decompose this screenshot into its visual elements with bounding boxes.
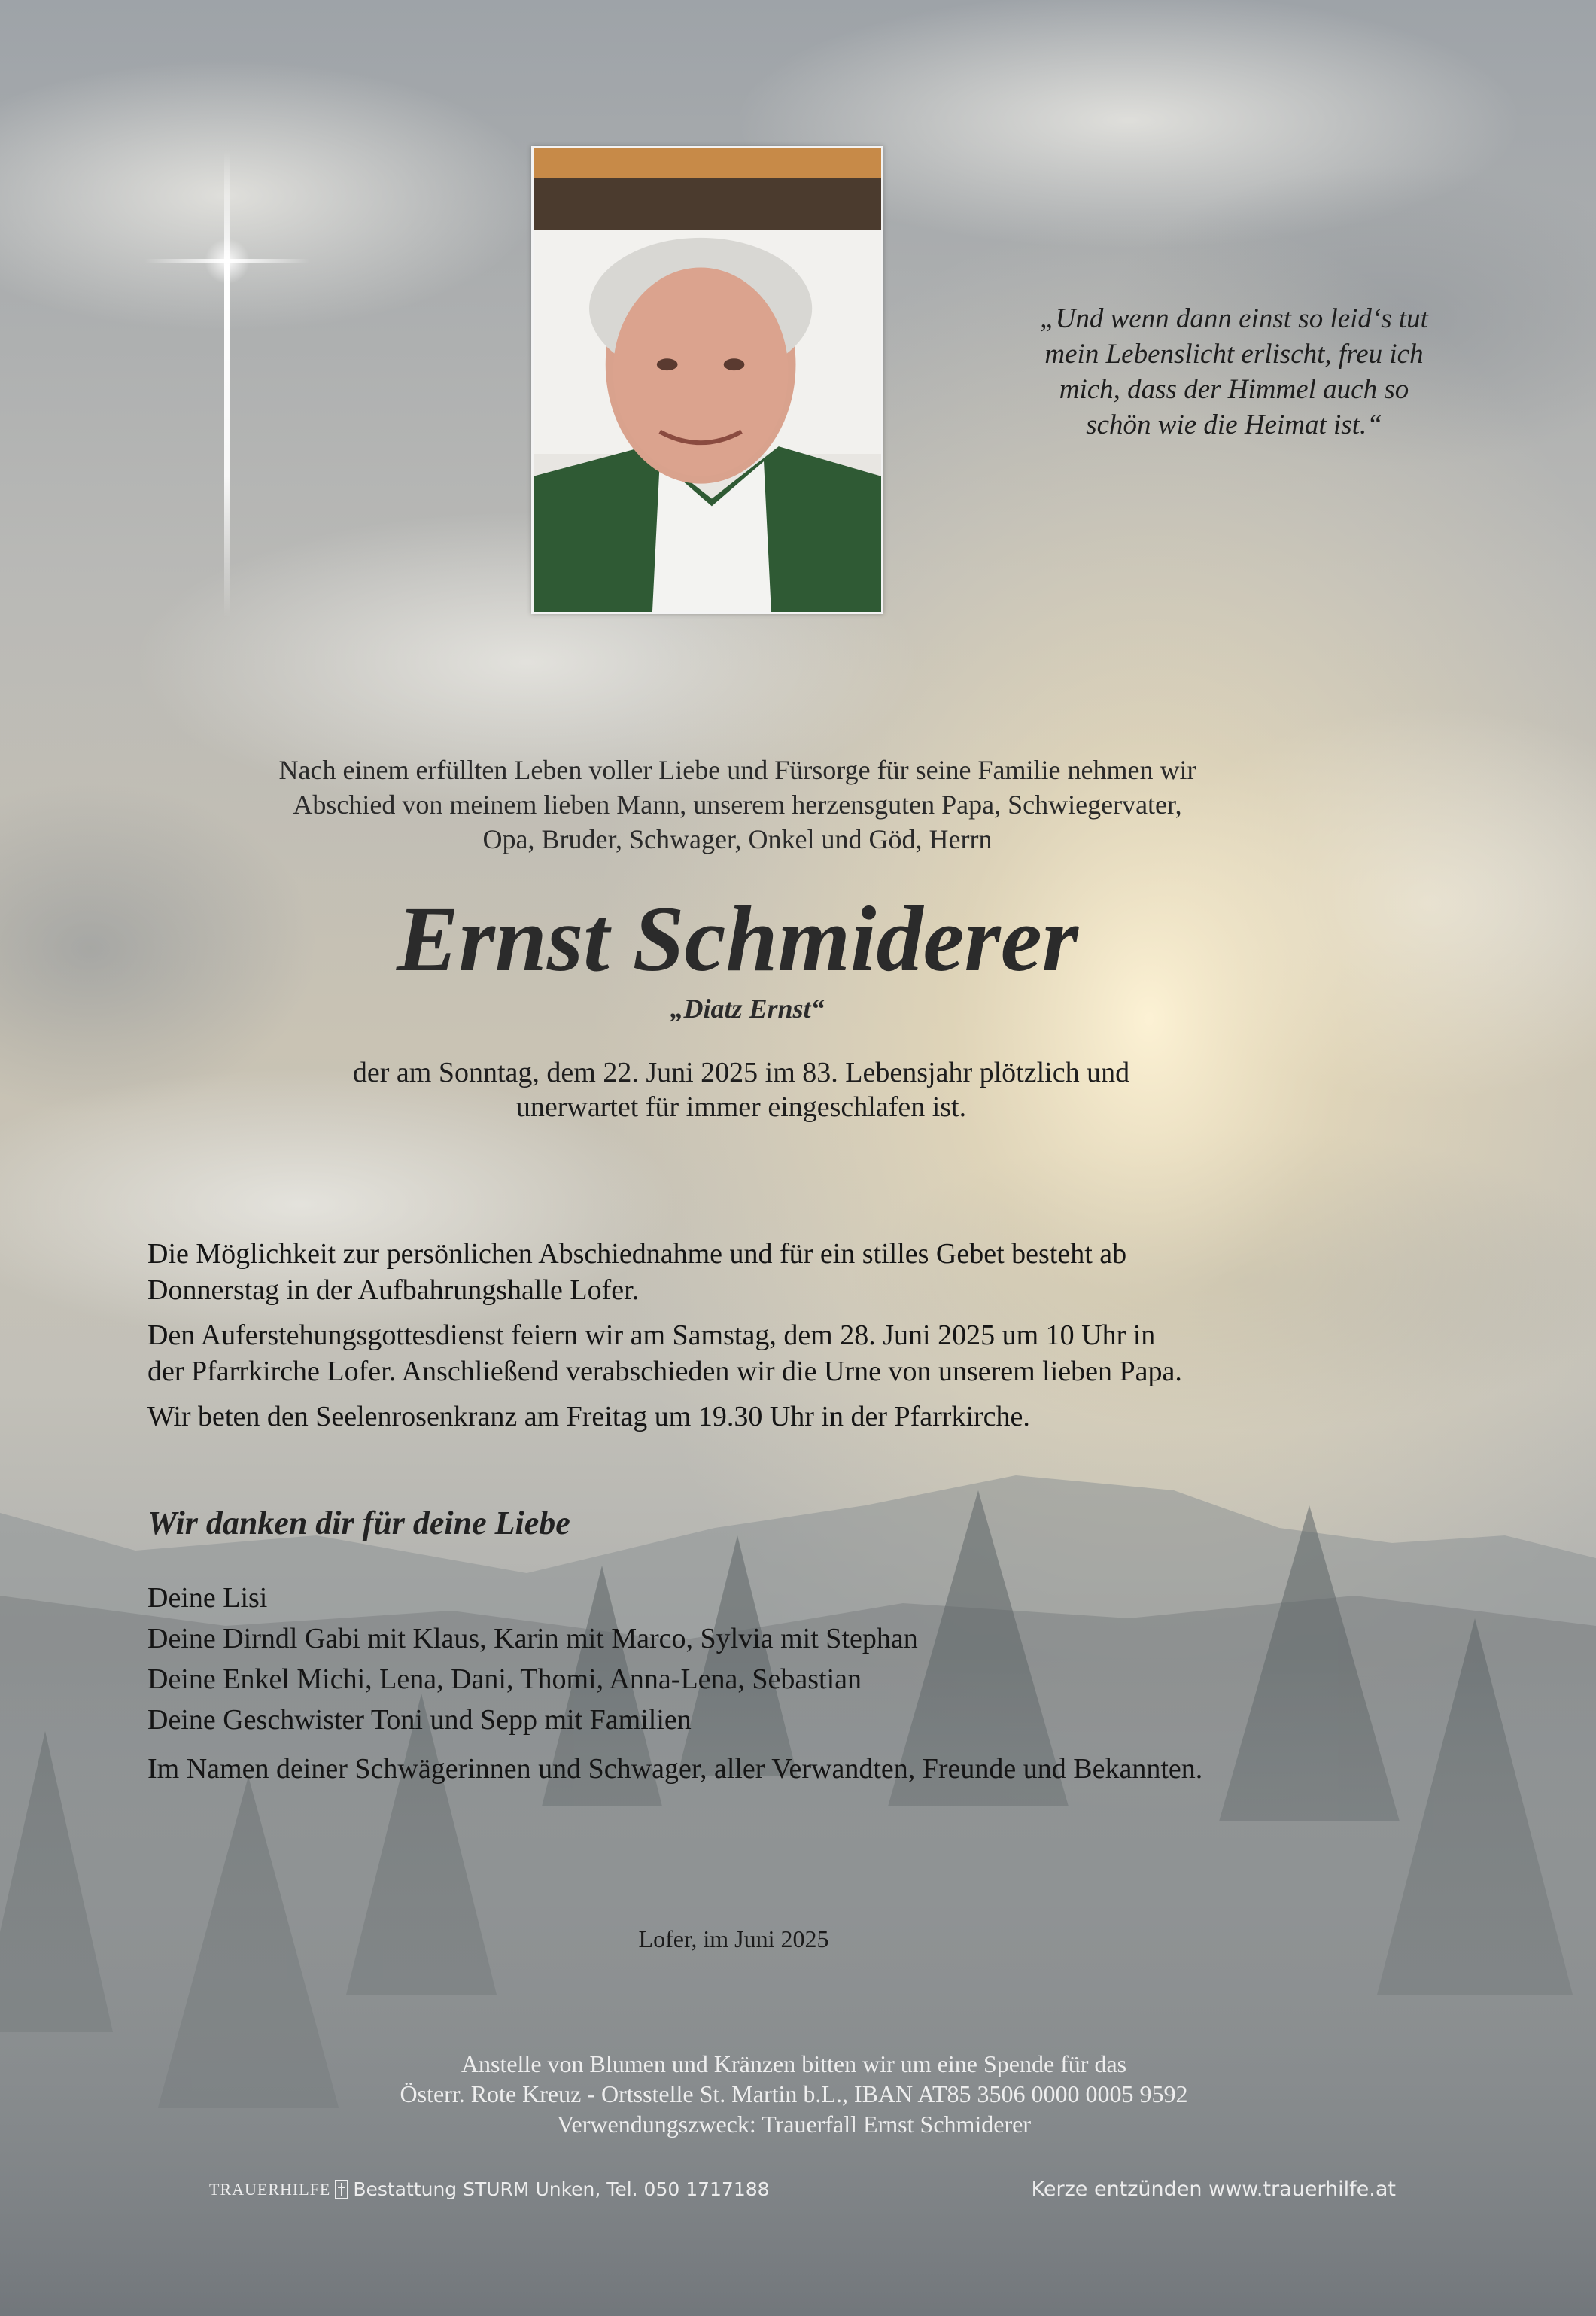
candle-link[interactable]: Kerze entzünden www.trauerhilfe.at [1031, 2178, 1396, 2201]
mourners-list [147, 1578, 918, 1740]
thanks-heading: Wir danken dir für deine Liebe [147, 1505, 570, 1541]
farewell-info: Die Möglichkeit zur persönlichen Abschiednahme und für ein stilles Gebet besteht ab Donnerstag in der Aufbahrungshalle Lofer. [147, 1238, 1127, 1306]
mourner-line: Deine Lisi [147, 1582, 268, 1614]
deceased-nickname: „Diatz Ernst“ [670, 994, 825, 1024]
intro-text: Nach einem erfüllten Leben voller Liebe und Fürsorge für seine Familie nehmen wir Abschied von meinem lieben Mann, unserem herzensguten Papa, Schwiegervater, Opa, Bruder, Schwager, Onkel und Göd, Herrn [278, 755, 1196, 854]
footer-undertaker [209, 2178, 770, 2202]
mourner-line: Deine Geschwister Toni und Sepp mit Familien [147, 1704, 692, 1736]
donation-request: Anstelle von Blumen und Kränzen bitten wir um eine Spende für das Österr. Rote Kreuz - Ortsstelle St. Martin b.L., IBAN AT85 3506 0000 0005 9592 Verwendungszweck: Trauerfall Ernst Schmiderer [400, 2050, 1188, 2138]
quote-text: „Und wenn dann einst so leid‘s tut mein Lebenslicht erlischt, freu ich mich, dass der Himmel auch so schön wie die Heimat ist.“ [1040, 303, 1428, 440]
footer-brand: TRAUERHILFE [209, 2180, 331, 2199]
deceased-name: Ernst Schmiderer [396, 887, 1079, 991]
funeral-service-info: Den Auferstehungsgottesdienst feiern wir am Samstag, dem 28. Juni 2025 um 10 Uhr in der Pfarrkirche Lofer. Anschließend verabschieden wir die Urne von unserem lieben Papa. [147, 1319, 1182, 1387]
mourner-line: Deine Enkel Michi, Lena, Dani, Thomi, Anna-Lena, Sebastian [147, 1663, 862, 1695]
on-behalf-text: Im Namen deiner Schwägerinnen und Schwager, aller Verwandten, Freunde und Bekannten. [147, 1753, 1203, 1785]
mourner-line: Deine Dirndl Gabi mit Klaus, Karin mit Marco, Sylvia mit Stephan [147, 1623, 918, 1654]
portrait-photo [531, 146, 883, 614]
rosary-info: Wir beten den Seelenrosenkranz am Freitag um 19.30 Uhr in der Pfarrkirche. [147, 1401, 1030, 1432]
footer-undertaker-text: Bestattung STURM Unken, Tel. 050 1717188 [353, 2178, 770, 2200]
death-notice: der am Sonntag, dem 22. Juni 2025 im 83. Lebensjahr plötzlich und unerwartet für immer eingeschlafen ist. [352, 1057, 1130, 1123]
cross-icon [137, 151, 318, 617]
place-date: Lofer, im Juni 2025 [638, 1925, 829, 1952]
trauerhilfe-logo-icon [335, 2180, 348, 2199]
